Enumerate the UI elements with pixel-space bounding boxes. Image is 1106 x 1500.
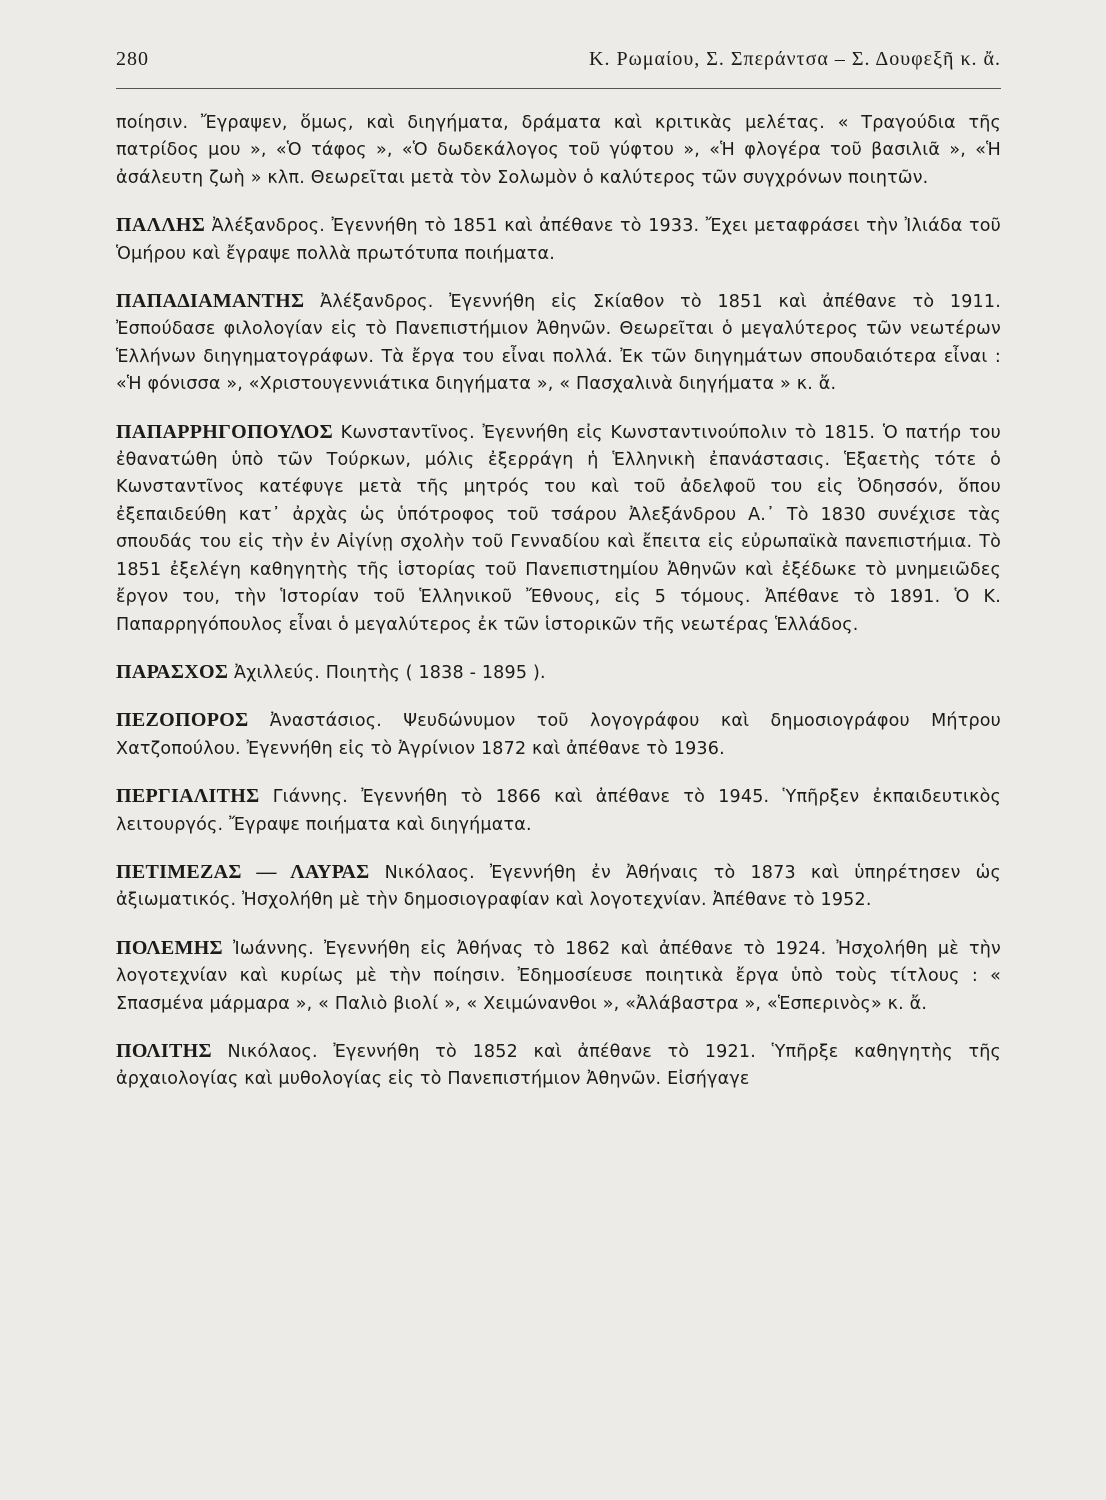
entry-text: Ἰωάννης. Ἐγεννήθη εἰς Ἀθήνας τὸ 1862 καὶ ἀπέθανε τὸ 1924. Ἠσχολήθη μὲ τὴν λογοτεχνίαν καὶ κυρίως μὲ τὴν ποίησιν. Ἐδημοσίευσε ποιητικὰ ἔργα ὑπὸ τοὺς τίτλους : « Σπασμένα μάρμαρα », « Παλιὸ βιολί », « Χειμώνανθοι », «Ἀλάβαστρα », «Ἑσπερινὸς» κ. ἄ. [116, 938, 1002, 1014]
entry-text: Νικόλαος. Ἐγεννήθη τὸ 1852 καὶ ἀπέθανε τὸ 1921. Ὑπῆρξε καθηγητὴς τῆς ἀρχαιολογίας καὶ μυθολογίας εἰς τὸ Πανεπιστήμιον Ἀθηνῶν. Εἰσήγαγε [116, 1041, 1001, 1090]
entry-pezoporos [116, 707, 1001, 763]
page-header [116, 48, 1001, 88]
entry-name: ΠΑΛΛΗΣ [116, 214, 206, 237]
entry-text: ποίησιν. Ἔγραψεν, ὅμως, καὶ διηγήματα, δράματα καὶ κριτικὰς μελέτας. « Τραγούδια τῆς πατρίδος μου », «Ὁ τάφος », «Ὁ δωδεκάλογος τοῦ γύφτου », «Ἡ φλογέρα τοῦ βασιλιᾶ », «Ἡ ἀσάλευτη ζωὴ » κλπ. Θεωρεῖται μετὰ τὸν Σολωμὸν ὁ καλύτερος τῶν συγχρόνων ποιητῶν. [116, 113, 1001, 188]
entry-name: ΠΟΛΙΤΗΣ [116, 1039, 212, 1062]
entry-text: Ἀχιλλεύς. Ποιητὴς ( 1838 - 1895 ). [234, 662, 546, 683]
entry-text: Ἀλέξανδρος. Ἐγεννήθη τὸ 1851 καὶ ἀπέθανε τὸ 1933. Ἔχει μεταφράσει τὴν Ἰλιάδα τοῦ Ὁμήρου καὶ ἔγραψε πολλὰ πρωτότυπα ποιήματα. [116, 216, 1001, 264]
entry-pergialitis [116, 783, 1001, 839]
entry-text: Κωνσταντῖνος. Ἐγεννήθη εἰς Κωνσταντινούπολιν τὸ 1815. Ὁ πατήρ του ἐθανατώθη ὑπὸ τῶν Τούρκων, μόλις ἐξερράγη ἡ Ἑλληνικὴ ἐπανάστασις. Ἑξαετὴς τότε ὁ Κωνσταντῖνος κατέφυγε μετὰ τῆς μητρός του καὶ τοῦ ἀδελφοῦ του εἰς Ὀδησσόν, ὅπου ἐξεπαιδεύθη κατ᾽ ἀρχὰς ὡς ὑπότροφος τοῦ τσάρου Ἀλεξάνδρου Α.᾽ Τὸ 1830 συνέχισε τὰς σπουδάς του εἰς τὴν ἐν Αἰγίνῃ σχολὴν τοῦ Γενναδίου καὶ ἔπειτα εἰς εὐρωπαϊκὰ πανεπιστήμια. Τὸ 1851 ἐξελέγη καθηγητὴς τῆς ἱστορίας τοῦ Πανεπιστημίου Ἀθηνῶν καὶ ἐξέδωκε τὸ μνημειῶδες ἔργον του, τὴν Ἱστορίαν τοῦ Ἑλληνικοῦ Ἔθνους, εἰς 5 τόμους. Ἀπέθανε τὸ 1891. Ὁ Κ. Παπαρρηγόπουλος εἶναι ὁ μεγαλύτερος ἐκ τῶν ἱστορικῶν τῆς νεωτέρας Ἑλλάδος. [116, 422, 1001, 635]
header-rule [116, 88, 1001, 89]
entry-name: ΠΕΖΟΠΟΡΟΣ [116, 709, 249, 732]
entry-paraschos [116, 659, 1001, 687]
page-body [116, 110, 1001, 1094]
entry-name: ΠΑΠΑΡΡΗΓΟΠΟΥΛΟΣ [116, 420, 333, 443]
running-head: Κ. Ρωμαίου, Σ. Σπεράντσα – Σ. Δουφεξῆ κ. ἄ. [589, 48, 1001, 70]
entry-name: ΠΕΡΓΙΑΛΙΤΗΣ [116, 785, 260, 808]
entry-continuation [116, 110, 1001, 192]
entry-name: ΠΕΤΙΜΕΖΑΣ — ΛΑΥΡΑΣ [116, 860, 370, 883]
entry-politis [116, 1038, 1001, 1094]
entry-pallis [116, 212, 1001, 268]
entry-text: Νικόλαος. Ἐγεννήθη ἐν Ἀθήναις τὸ 1873 καὶ ὑπηρέτησεν ὡς ἀξιωματικός. Ἠσχολήθη μὲ τὴν δημοσιογραφίαν καὶ λογοτεχνίαν. Ἀπέθανε τὸ 1952. [116, 862, 1001, 911]
entry-text: Ἀναστάσιος. Ψευδώνυμον τοῦ λογογράφου καὶ δημοσιογράφου Μήτρου Χατζοπούλου. Ἐγεννήθη εἰς τὸ Ἀγρίνιον 1872 καὶ ἀπέθανε τὸ 1936. [116, 711, 1001, 759]
entry-papadiamantis [116, 288, 1001, 399]
entry-text: Γιάννης. Ἐγεννήθη τὸ 1866 καὶ ἀπέθανε τὸ 1945. Ὑπῆρξεν ἐκπαιδευτικὸς λειτουργός. Ἔγραψε ποιήματα καὶ διηγήματα. [116, 787, 1002, 835]
entry-paparrigopoulos [116, 419, 1001, 639]
entry-petimezas-lavras [116, 859, 1001, 915]
entry-name: ΠΟΛΕΜΗΣ [116, 936, 223, 959]
entry-text: Ἀλέξανδρος. Ἐγεννήθη εἰς Σκίαθον τὸ 1851 καὶ ἀπέθανε τὸ 1911. Ἐσπούδασε φιλολογίαν εἰς τὸ Πανεπιστήμιον Ἀθηνῶν. Θεωρεῖται ὁ μεγαλύτερος τῶν νεωτέρων Ἑλλήνων διηγηματογράφων. Τὰ ἔργα του εἶναι πολλά. Ἐκ τῶν διηγημάτων σπουδαιότερα εἶναι : «Ἡ φόνισσα », «Χριστουγεννιάτικα διηγήματα », « Πασχαλινὰ διηγήματα » κ. ἄ. [116, 292, 1001, 395]
entry-polemis [116, 935, 1001, 1018]
entry-name: ΠΑΠΑΔΙΑΜΑΝΤΗΣ [116, 290, 305, 313]
entry-name: ΠΑΡΑΣΧΟΣ [116, 660, 229, 683]
page-number: 280 [116, 48, 149, 70]
